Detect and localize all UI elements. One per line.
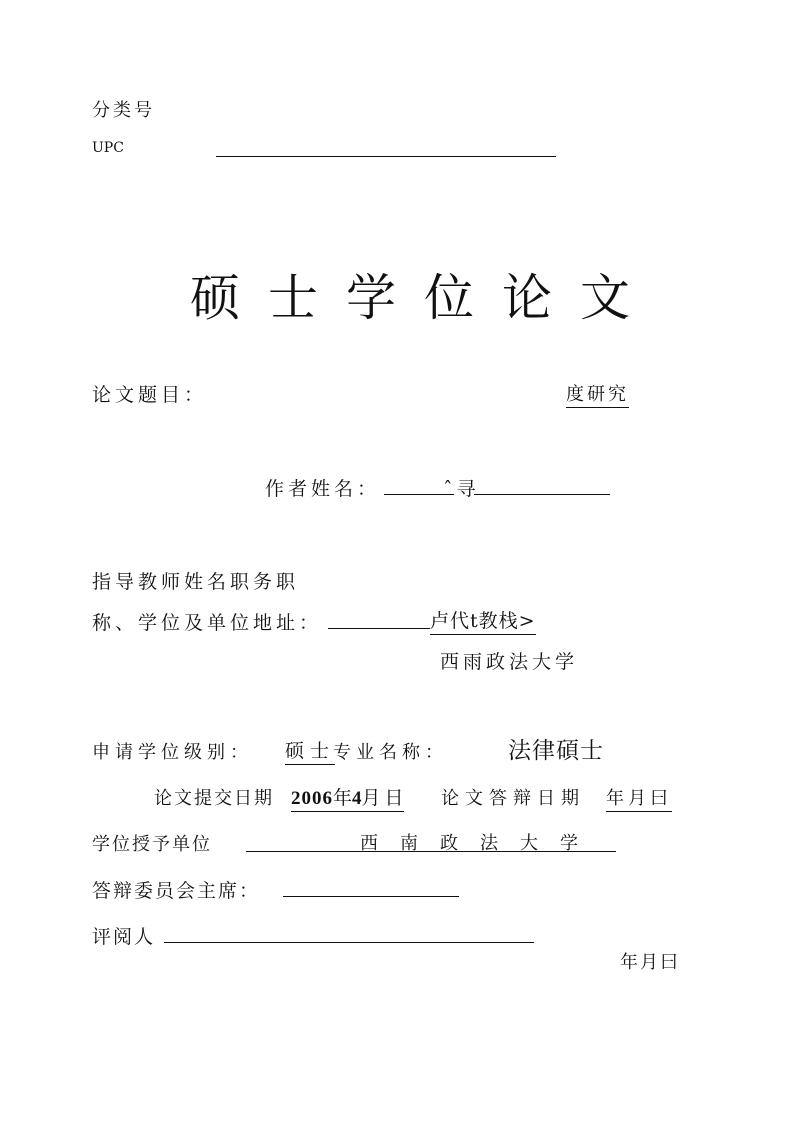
submit-year-unit: 年 (333, 787, 353, 809)
degree-level-value: 硕士 (285, 736, 335, 765)
submit-day-unit: 日 (384, 787, 404, 809)
classification-label: 分类号 (92, 100, 155, 121)
submit-date-label: 论文提交日期 (154, 788, 274, 809)
advisor-value-line1: 卢代t教栈> (430, 606, 536, 635)
advisor-underline (328, 628, 430, 629)
thesis-title-label: 论文题目： (92, 384, 208, 406)
submit-year: 2006 (291, 788, 333, 809)
defense-date-value: 年月曰 (606, 784, 672, 812)
grantor-value: 西南政法大学 (360, 833, 600, 854)
submit-date-value (291, 783, 404, 812)
upc-label: UPC (92, 140, 124, 156)
major-label: 专业名称： (333, 742, 448, 763)
author-label: 作者姓名： (265, 478, 381, 500)
upc-underline (216, 156, 556, 157)
committee-chair-underline (283, 896, 459, 897)
footer-date: 年月曰 (620, 952, 680, 973)
submit-month: 4 (352, 788, 362, 809)
major-value: 法律碩士 (508, 738, 604, 764)
thesis-title-value: 度研究 (566, 380, 629, 408)
reviewer-label: 评阅人 (92, 926, 156, 948)
advisor-label-line2: 称、学位及单位地址： (92, 612, 323, 634)
reviewer-underline (164, 942, 534, 943)
submit-month-unit: 月 (361, 787, 385, 809)
advisor-label-line1: 指导教师姓名职务职 (92, 571, 300, 593)
committee-chair-label: 答辩委员会主席： (92, 880, 261, 902)
degree-level-label: 申请学位级别： (92, 742, 253, 763)
advisor-value-line2: 西雨政法大学 (440, 651, 579, 673)
grantor-label: 学位授予单位 (92, 834, 212, 855)
author-underline-right (474, 494, 610, 495)
defense-date-label: 论文答辩日期 (441, 788, 585, 809)
author-value: ˆ寻 (443, 478, 480, 500)
document-title: 硕士学位论文 (190, 269, 658, 327)
